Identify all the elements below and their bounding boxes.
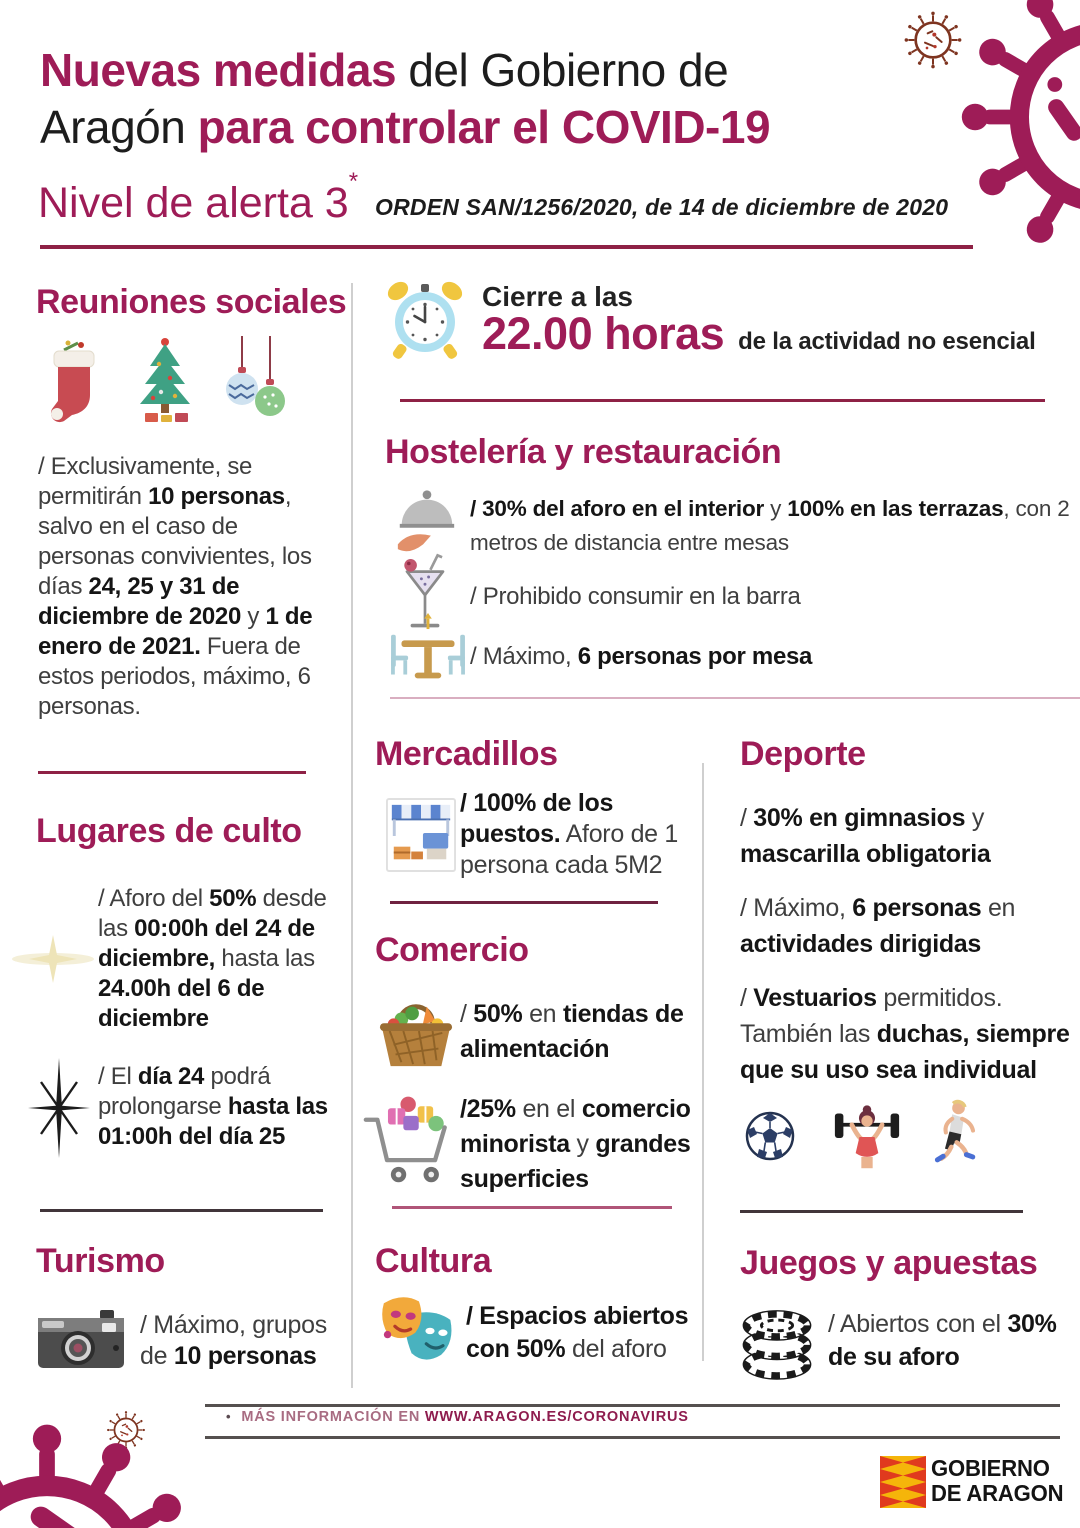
soccer-ball-icon (744, 1110, 796, 1162)
alarm-clock-icon (383, 276, 467, 364)
deporte-item: / 30% en gimnasios y mascarilla obligatoria (740, 804, 991, 868)
gobierno-aragon-logo (931, 1456, 1063, 1506)
closing-intro: Cierre a las (482, 281, 633, 312)
divider (205, 1436, 1060, 1439)
more-info-line (226, 1409, 689, 1425)
section-title-juegos: Juegos y apuestas (740, 1244, 1038, 1282)
reuniones-body: / Exclusivamente, se permitirán 10 personas, salvo en el caso de personas convivientes, los días 24, 25 y 31 de diciembre de 2020 y 1 de enero de 2021. Fuera de estos periodos, máximo, 6 personas. (38, 453, 313, 720)
comercio-item: /25% en el comercio minorista y grandes superficies (460, 1095, 691, 1193)
juegos-body: / Abiertos con el 30% de su aforo (828, 1310, 1057, 1371)
camera-icon (36, 1306, 126, 1372)
section-title-comercio: Comercio (375, 931, 529, 969)
section-title-lugares: Lugares de culto (36, 812, 302, 850)
section-title-mercadillos: Mercadillos (375, 735, 558, 773)
christmas-ornaments-icon (224, 336, 288, 422)
theater-masks-icon (372, 1294, 464, 1366)
hosteleria-item: / 30% del aforo en el interior y 100% en las terrazas, con 2 metros de distancia entre mesas (470, 496, 1070, 555)
weightlifting-icon (832, 1104, 902, 1172)
table-chairs-icon (384, 612, 472, 684)
mercadillos-body: / 100% de los puestos. Aforo de 1 persona cada 5M2 (460, 789, 679, 879)
bullet-icon: • (226, 1409, 232, 1424)
section-title-deporte: Deporte (740, 735, 866, 773)
virus-large-icon (0, 1412, 212, 1528)
alert-asterisk: * (348, 168, 359, 195)
virus-large-icon (950, 0, 1080, 272)
market-stall-icon (386, 798, 456, 872)
turismo-body: / Máximo, grupos de 10 personas (140, 1311, 327, 1370)
hosteleria-item: / Máximo, 6 personas por mesa (470, 643, 813, 670)
aragon-flag-icon (880, 1456, 926, 1508)
lugares-item: / El día 24 podrá prolongarse hasta las 01:00h del día 25 (98, 1063, 328, 1150)
page-title-line1: Nuevas medidas del Gobierno de (40, 44, 729, 96)
poker-chips-icon (738, 1302, 816, 1382)
shopping-cart-icon (362, 1088, 462, 1188)
lugares-item: / Aforo del 50% desde las 00:00h del 24 de diciembre, hasta las 24.00h del 6 de diciembre (98, 885, 327, 1032)
closing-time-line (482, 308, 1036, 360)
logo-line2: DE ARAGON (931, 1480, 1064, 1506)
christmas-tree-icon (132, 336, 198, 428)
section-title-hosteleria: Hostelería y restauración (385, 433, 782, 471)
logo-line1: GOBIERNO (931, 1455, 1050, 1481)
more-info-label: MÁS INFORMACIÓN EN (241, 1409, 425, 1425)
cultura-body: / Espacios abiertos con 50% del aforo (466, 1302, 689, 1363)
closing-detail: de la actividad no esencial (738, 328, 1036, 355)
divider (392, 1206, 672, 1209)
hosteleria-item: / Prohibido consumir en la barra (470, 583, 801, 610)
section-title-reuniones: Reuniones sociales (36, 283, 347, 321)
divider (40, 245, 973, 249)
divider (40, 1209, 323, 1212)
divider (351, 283, 353, 1388)
section-title-turismo: Turismo (36, 1242, 165, 1280)
divider (38, 771, 306, 774)
closing-time: 22.00 horas (482, 308, 725, 359)
order-reference: ORDEN SAN/1256/2020, de 14 de diciembre de 2020 (375, 194, 949, 220)
divider (740, 1210, 1023, 1213)
divider (400, 399, 1045, 402)
comercio-item: / 50% en tiendas de alimentación (460, 1000, 684, 1063)
divider (390, 901, 658, 904)
christmas-stocking-icon (44, 338, 106, 426)
divider (390, 697, 1080, 699)
page-title-line2: Aragón para controlar el COVID-19 (40, 101, 771, 153)
section-title-cultura: Cultura (375, 1242, 492, 1280)
deporte-item: / Máximo, 6 personas en actividades dirigidas (740, 894, 1016, 958)
grocery-basket-icon (374, 994, 458, 1070)
more-info-url: WWW.ARAGON.ES/CORONAVIRUS (424, 1409, 689, 1425)
deporte-item: / Vestuarios permitidos. También las duchas, siempre que su uso sea individual (740, 984, 1070, 1084)
page-title (40, 42, 870, 156)
cloche-icon (392, 484, 460, 558)
alert-level: Nivel de alerta 3* (38, 168, 359, 227)
divider (205, 1404, 1060, 1407)
faint-star-icon (10, 928, 96, 990)
sparkle-star-icon (24, 1056, 94, 1160)
runner-icon (926, 1098, 982, 1174)
